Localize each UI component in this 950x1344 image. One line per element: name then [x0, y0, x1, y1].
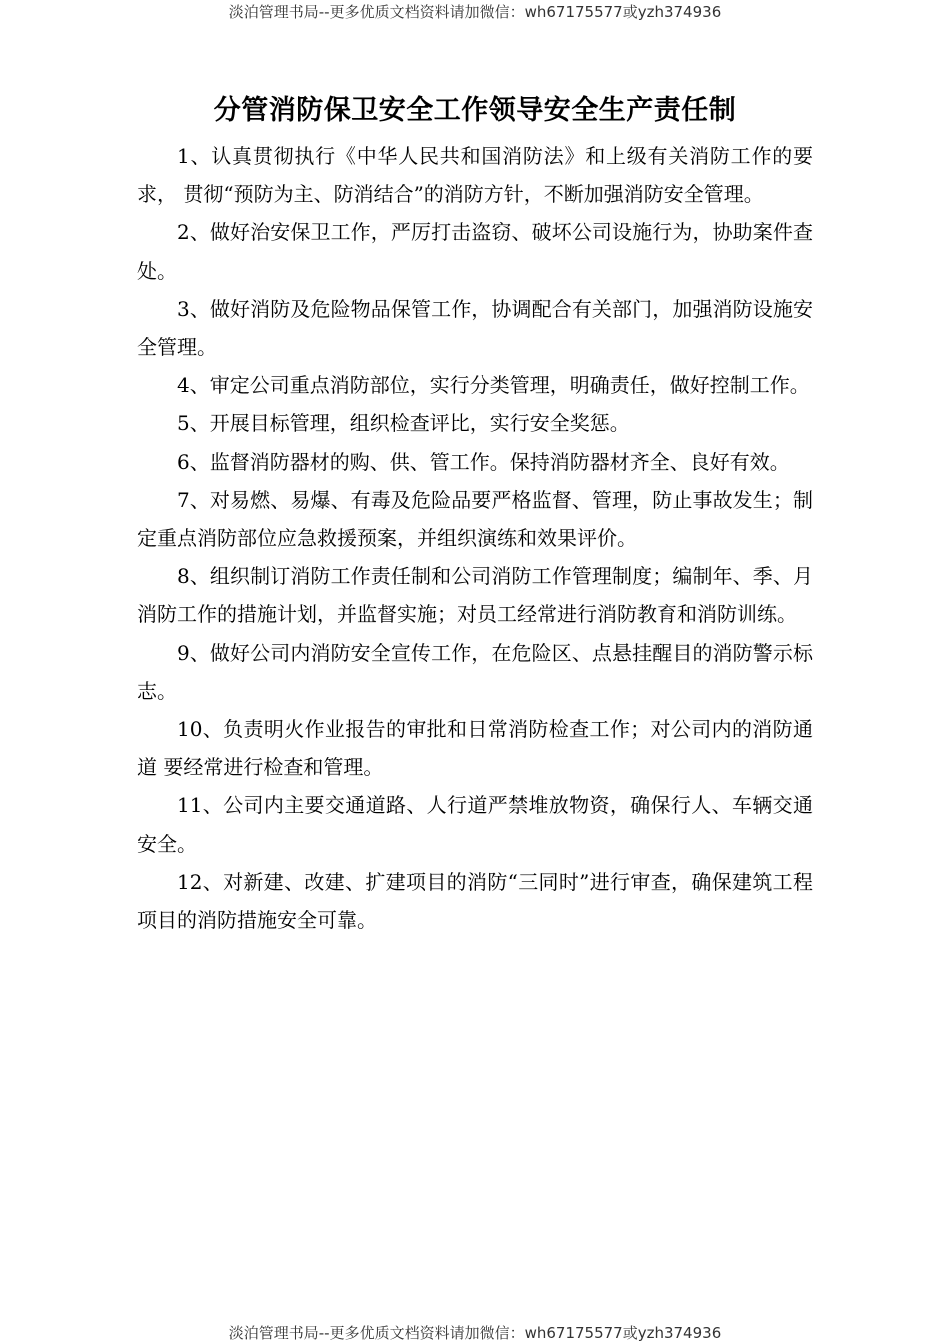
paragraph-8: 8、组织制订消防工作责任制和公司消防工作管理制度；编制年、季、月 消防工作的措施计划，并监督实施；对员工经常进行消防教育和消防训练。	[137, 564, 813, 627]
paragraph-12: 12、对新建、改建、扩建项目的消防“三同时”进行审查，确保建筑工程项目的消防措施安全可靠。	[137, 869, 813, 933]
page-footer: 淡泊管理书局--更多优质文档资料请加微信：wh67175577或yzh374936	[228, 1324, 722, 1342]
paragraph-3: 3、做好消防及危险物品保管工作，协调配合有关部门，加强消防设施安全管理。	[137, 296, 813, 360]
document-title: 分管消防保卫安全工作领导安全生产责任制	[213, 95, 737, 126]
document-body	[137, 137, 813, 939]
paragraph-1: 1、认真贯彻执行《中华人民共和国消防法》和上级有关消防工作的要求， 贯彻“预防为主、防消结合”的消防方针，不断加强消防安全管理。	[137, 144, 813, 207]
paragraph-4: 4、审定公司重点消防部位，实行分类管理，明确责任，做好控制工作。	[177, 373, 810, 398]
paragraph-6: 6、监督消防器材的购、供、管工作。保持消防器材齐全、良好有效。	[177, 449, 790, 474]
paragraph-9: 9、做好公司内消防安全宣传工作，在危险区、点悬挂醒目的消防警示标志。	[137, 640, 813, 703]
paragraph-2: 2、做好治安保卫工作，严厉打击盗窃、破坏公司设施行为，协助案件查处。	[137, 220, 813, 283]
page-header: 淡泊管理书局--更多优质文档资料请加微信：wh67175577或yzh374936	[228, 3, 722, 21]
paragraph-10: 10、负责明火作业报告的审批和日常消防检查工作；对公司内的消防通道 要经常进行检查和管理。	[137, 717, 813, 780]
paragraph-5: 5、开展目标管理，组织检查评比，实行安全奖惩。	[177, 411, 630, 436]
paragraph-11: 11、公司内主要交通道路、人行道严禁堆放物资，确保行人、车辆交通安全。	[137, 793, 813, 856]
paragraph-7: 7、对易燃、易爆、有毒及危险品要严格监督、管理，防止事故发生；制 定重点消防部位应急救援预案，并组织演练和效果评价。	[137, 487, 813, 551]
